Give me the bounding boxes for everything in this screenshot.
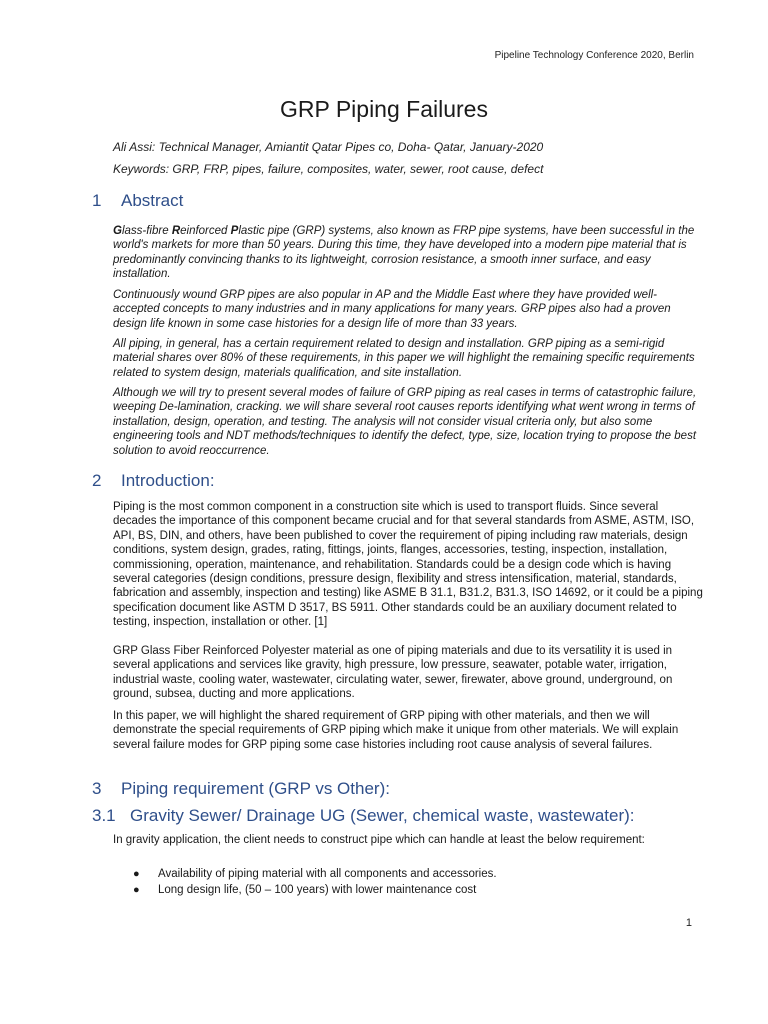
emphasis-r: R: [171, 225, 181, 237]
abstract-paragraph-1: [113, 224, 703, 282]
gravity-paragraph-1: In gravity application, the client needs to construct pipe which can handle at least the below requirement:: [113, 834, 645, 846]
introduction-paragraph-2: GRP Glass Fiber Reinforced Polyester material as one of piping materials and due to its versatility it is used in several applications and services like gravity, high pressure, low pressure, seawater, potable water, irrigation, industrial waste, cooling water, wastewater, circulating water, sewer, firewater, above ground, underground, on ground, subsea, ducting and more applications.: [113, 645, 673, 701]
paper-title: GRP Piping Failures: [280, 96, 488, 122]
bullet-icon: ●: [133, 884, 140, 896]
section-number: 3.1: [92, 806, 116, 825]
section-title: Abstract: [121, 191, 184, 210]
abstract-paragraph-4: Although we will try to present several modes of failure of GRP piping as real cases in terms of catastrophic failure, weeping De-lamination, cracking. we will share several root causes reports identifying what went wrong in terms of installation, design, operation, and testing. The analysis will not consider visual criteria only, but also some engineering tools and NDT methods/techniques to identify the defect, type, size, location trying to propose the best solution to avoid reoccurrence.: [113, 387, 697, 457]
page-number: 1: [685, 917, 692, 929]
bullet-icon: ●: [133, 868, 140, 880]
section-heading-gravity-sewer: [92, 806, 635, 826]
introduction-paragraph-3: In this paper, we will highlight the shared requirement of GRP piping with other materials, and then we will demonstrate the special requirements of GRP piping which make it unique from other materials. We will explain several failure modes for GRP piping some case histories including root cause analysis of several failures.: [113, 710, 679, 751]
section-heading-piping-requirement: [92, 779, 390, 799]
keywords-line: Keywords: GRP, FRP, pipes, failure, composites, water, sewer, root cause, defect: [113, 162, 544, 176]
abstract-text: lass-fibre: [121, 225, 172, 237]
conference-header: Pipeline Technology Conference 2020, Berlin: [494, 50, 694, 61]
author-line: Ali Assi: Technical Manager, Amiantit Qatar Pipes co, Doha- Qatar, January-2020: [113, 140, 544, 154]
section-heading-introduction: [92, 471, 215, 491]
section-title: Introduction:: [121, 471, 215, 490]
section-title: Gravity Sewer/ Drainage UG (Sewer, chemical waste, wastewater):: [130, 806, 635, 825]
emphasis-g: G: [113, 225, 122, 237]
section-number: 3: [92, 779, 102, 798]
list-item-text: Long design life, (50 – 100 years) with lower maintenance cost: [158, 884, 477, 896]
abstract-text: einforced: [180, 225, 231, 237]
introduction-paragraph-1: Piping is the most common component in a construction site which is used to transport fluids. Since several decades the importance of this component became crucial and for that several standards from ASME, ASTM, ISO, API, BS, DIN, and others, have been published to cover the requirement of piping including raw materials, design conditions, system design, grades, rating, fittings, joints, flanges, accessories, testing, inspection, installation, commissioning, operation, maintenance, and rehabilitation. Standards could be a design code which is having several categories (design conditions, pressure design, flexibility and stress intensification, material, standards, fabrication and assembly, inspection and testing) like ASME B 31.1, B31.2, B31.3, ISO 14692, or it could be a piping specification document like ASTM D 3517, BS 5911. Other standards could be an auxiliary document related to testing, inspection, installation or other. [1]: [113, 501, 703, 629]
list-item-text: Availability of piping material with all components and accessories.: [158, 868, 497, 880]
section-number: 1: [92, 191, 102, 210]
requirement-list: [113, 866, 703, 898]
section-title: Piping requirement (GRP vs Other):: [121, 779, 390, 798]
abstract-text: lastic pipe (GRP) systems, also known as FRP pipe systems, have been successful in the world's markets for more than 50 years. During this time, they have developed into a modern pipe material that is predominantly convincing thanks to its lightweight, corrosion resistance, a smooth inner surface, and easy installation.: [113, 225, 695, 281]
emphasis-p: P: [230, 225, 239, 237]
abstract-paragraph-2: Continuously wound GRP pipes are also popular in AP and the Middle East where they have provided well-accepted concepts to many industries and in many applications for many years. GRP pipes also had a proven design life known in some case histories for a design life of more than 33 years.: [113, 289, 671, 330]
list-item: [113, 882, 703, 898]
list-item: [113, 866, 703, 882]
section-heading-abstract: [92, 191, 183, 211]
section-number: 2: [92, 471, 102, 490]
abstract-paragraph-3: All piping, in general, has a certain requirement related to design and installation. GRP piping as a semi-rigid material shares over 80% of these requirements, in this paper we will highlight the remaining specific requirements related to system design, materials qualification, and site installation.: [113, 338, 695, 379]
